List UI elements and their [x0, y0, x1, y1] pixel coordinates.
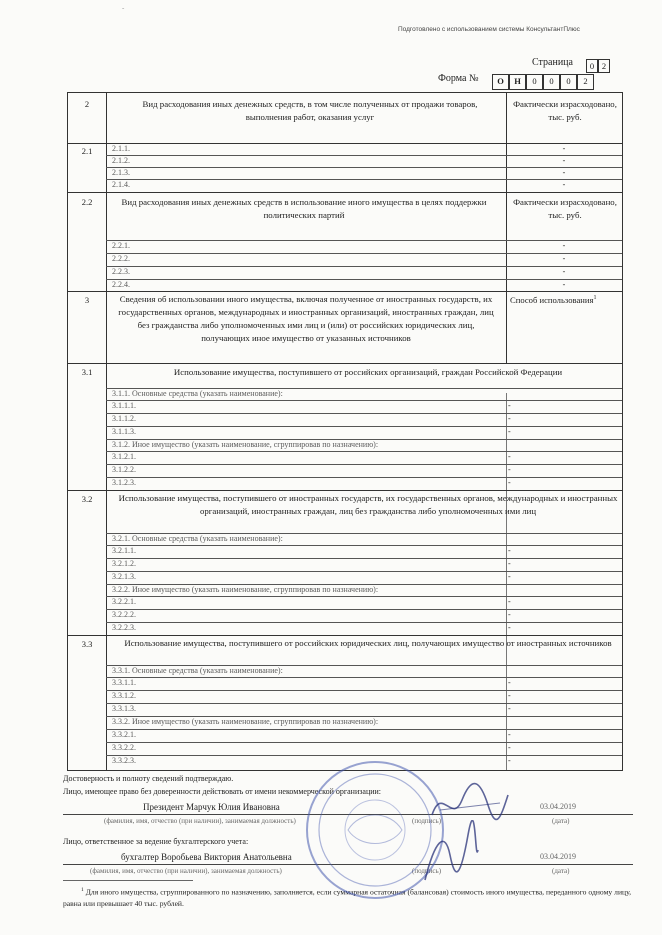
- top-note: Подготовлено с использованием системы КонсультантПлюс: [398, 26, 580, 33]
- row-value: -: [562, 180, 566, 189]
- row-number: 2.2.3.: [112, 267, 130, 276]
- row-number: 3.2.2.2.: [112, 610, 136, 619]
- section-number: 2.1: [81, 146, 93, 156]
- row-number: 3.3.1.1.: [112, 678, 136, 687]
- row-number: 3.3.2.2.: [112, 743, 136, 752]
- row-number: 3.3.1.2.: [112, 691, 136, 700]
- form-digit: 2: [577, 74, 594, 90]
- row-number: 3.1.2.3.: [112, 478, 136, 487]
- row-value: -: [562, 241, 566, 250]
- row-value: -: [508, 597, 511, 606]
- row-number: 3.1.2.2.: [112, 465, 136, 474]
- form-digit: 0: [543, 74, 560, 90]
- row-number: 3.3.2.3.: [112, 756, 136, 765]
- form-digit: 0: [560, 74, 577, 90]
- page-digit: 0: [586, 59, 598, 73]
- footnote-mark: 1: [81, 887, 84, 893]
- subsection-label: 3.3.2. Иное имущество (указать наименование, сгруппировав по назначению):: [112, 717, 379, 726]
- page-label: Страница: [532, 57, 573, 68]
- section-number: 3.3: [81, 639, 93, 649]
- subsection-label: 3.2.1. Основные средства (указать наименование):: [112, 534, 283, 543]
- row-value: -: [562, 280, 566, 289]
- caption-date: (дата): [552, 867, 570, 875]
- row-number: 2.2.1.: [112, 241, 130, 250]
- row-number: 3.2.2.3.: [112, 623, 136, 632]
- row-number: 3.2.2.1.: [112, 597, 136, 606]
- section-number: 3.1: [81, 367, 93, 377]
- section-title: Вид расходования иных денежных средств, в том числе полученных от продажи товаров, выполнения работ, оказания услуг: [142, 99, 478, 122]
- report-table: [67, 92, 623, 771]
- row-number: 3.1.1.2.: [112, 414, 136, 423]
- row-number: 3.1.1.3.: [112, 427, 136, 436]
- accountant-label: Лицо, ответственное за ведение бухгалтерского учета:: [63, 837, 249, 846]
- footnote-rule: [63, 880, 193, 881]
- section-number: 2.2: [81, 197, 93, 207]
- subsection-label: 3.3.1. Основные средства (указать наименование):: [112, 666, 283, 675]
- row-number: 3.1.2.1.: [112, 452, 136, 461]
- row-value: -: [562, 168, 566, 177]
- section-number: 2: [84, 99, 90, 109]
- row-value: -: [562, 267, 566, 276]
- row-number: 3.1.1.1.: [112, 401, 136, 410]
- subsection-label: 3.1.1. Основные средства (указать наименование):: [112, 389, 283, 398]
- column-header-footnote-mark: 1: [593, 295, 597, 302]
- row-value: -: [508, 691, 511, 700]
- row-value: -: [508, 427, 511, 436]
- authorized-date: 03.04.2019: [540, 802, 576, 811]
- row-value: -: [508, 704, 511, 713]
- section-title: Вид расходования иных денежных средств в использование иного имущества в целях поддержки политических партий: [121, 197, 487, 220]
- row-number: 3.2.1.1.: [112, 546, 136, 555]
- row-value: -: [508, 452, 511, 461]
- row-number: 3.2.1.3.: [112, 572, 136, 581]
- authorized-person-label: Лицо, имеющее право без доверенности действовать от имени некоммерческой организации:: [63, 787, 382, 796]
- row-number: 2.1.2.: [112, 156, 130, 165]
- page-digit: 2: [598, 59, 610, 73]
- row-number: 3.3.2.1.: [112, 730, 136, 739]
- row-value: -: [508, 730, 511, 739]
- caption-name: (фамилия, имя, отчество (при наличии), занимаемая должность): [90, 867, 282, 875]
- row-value: -: [508, 465, 511, 474]
- row-value: -: [508, 572, 511, 581]
- row-value: -: [508, 546, 511, 555]
- section-title: Использование имущества, поступившего от российских организаций, граждан Российской Федерации: [173, 367, 563, 377]
- row-value: -: [508, 623, 511, 632]
- form-digit: Н: [509, 74, 526, 90]
- subsection-label: 3.2.2. Иное имущество (указать наименование, сгруппировав по назначению):: [112, 585, 379, 594]
- section-title: Использование имущества, поступившего от иностранных государств, их государственных органов, международных и иностранных организаций, иностранных граждан, лиц без гражданства либо уполномоченных ими лиц: [118, 493, 618, 516]
- subsection-label: 3.1.2. Иное имущество (указать наименование, сгруппировав по назначению):: [112, 440, 379, 449]
- row-number: 3.2.1.2.: [112, 559, 136, 568]
- row-value: -: [562, 144, 566, 153]
- row-value: -: [508, 478, 511, 487]
- column-header: [510, 295, 622, 305]
- column-header: Фактически израсходовано, тыс. руб.: [513, 99, 617, 122]
- section-number: 3.2: [81, 494, 93, 504]
- row-value: -: [508, 756, 511, 765]
- row-value: -: [508, 401, 511, 410]
- section-title: Сведения об использовании иного имущества, включая полученное от иностранных государств, их государственных органов, международных и иностранных организаций, иностранных граждан, лиц без гражданства либо уполномоченных ими лиц и (или) от российских юридических лиц, получающих иное имущество от указанных источников: [118, 294, 494, 343]
- column-header: Фактически израсходовано, тыс. руб.: [513, 197, 617, 220]
- section-title: Использование имущества, поступившего от российских юридических лиц, получающих имущество от иностранных источников: [124, 638, 612, 648]
- caption-signature: (подпись): [412, 817, 442, 825]
- row-value: -: [562, 254, 566, 263]
- form-digit: 0: [526, 74, 543, 90]
- row-value: -: [508, 743, 511, 752]
- accountant-date: 03.04.2019: [540, 852, 576, 861]
- caption-name: (фамилия, имя, отчество (при наличии), занимаемая должность): [104, 817, 296, 825]
- caption-date: (дата): [552, 817, 570, 825]
- row-value: -: [562, 156, 566, 165]
- row-number: 2.1.1.: [112, 144, 130, 153]
- row-value: -: [508, 414, 511, 423]
- form-label: Форма №: [438, 73, 479, 84]
- confirmation-text: Достоверность и полноту сведений подтверждаю.: [63, 774, 234, 783]
- column-header-text: Способ использования: [510, 295, 594, 305]
- row-value: -: [508, 678, 511, 687]
- form-number-boxes: [492, 71, 594, 90]
- authorized-person-name: Президент Марчук Юлия Ивановна: [143, 802, 280, 812]
- corner-mark: -: [122, 4, 125, 12]
- accountant-name: бухгалтер Воробьева Виктория Анатольевна: [121, 852, 292, 862]
- row-number: 2.2.2.: [112, 254, 130, 263]
- row-number: 2.1.3.: [112, 168, 130, 177]
- row-number: 2.2.4.: [112, 280, 130, 289]
- row-value: -: [508, 559, 511, 568]
- row-number: 2.1.4.: [112, 180, 130, 189]
- row-number: 3.3.1.3.: [112, 704, 136, 713]
- row-value: -: [508, 610, 511, 619]
- signature-2-icon: [420, 820, 480, 890]
- form-digit: О: [492, 74, 509, 90]
- section-number: 3: [84, 295, 90, 305]
- caption-signature: (подпись): [412, 867, 442, 875]
- footnote-text: Для иного имущества, сгруппированного по назначению, заполняется, если суммарная остаточная (балансовая) стоимость иного имущества, переданного одному лицу, равна или превышает 40 тыс. рублей.: [63, 887, 631, 908]
